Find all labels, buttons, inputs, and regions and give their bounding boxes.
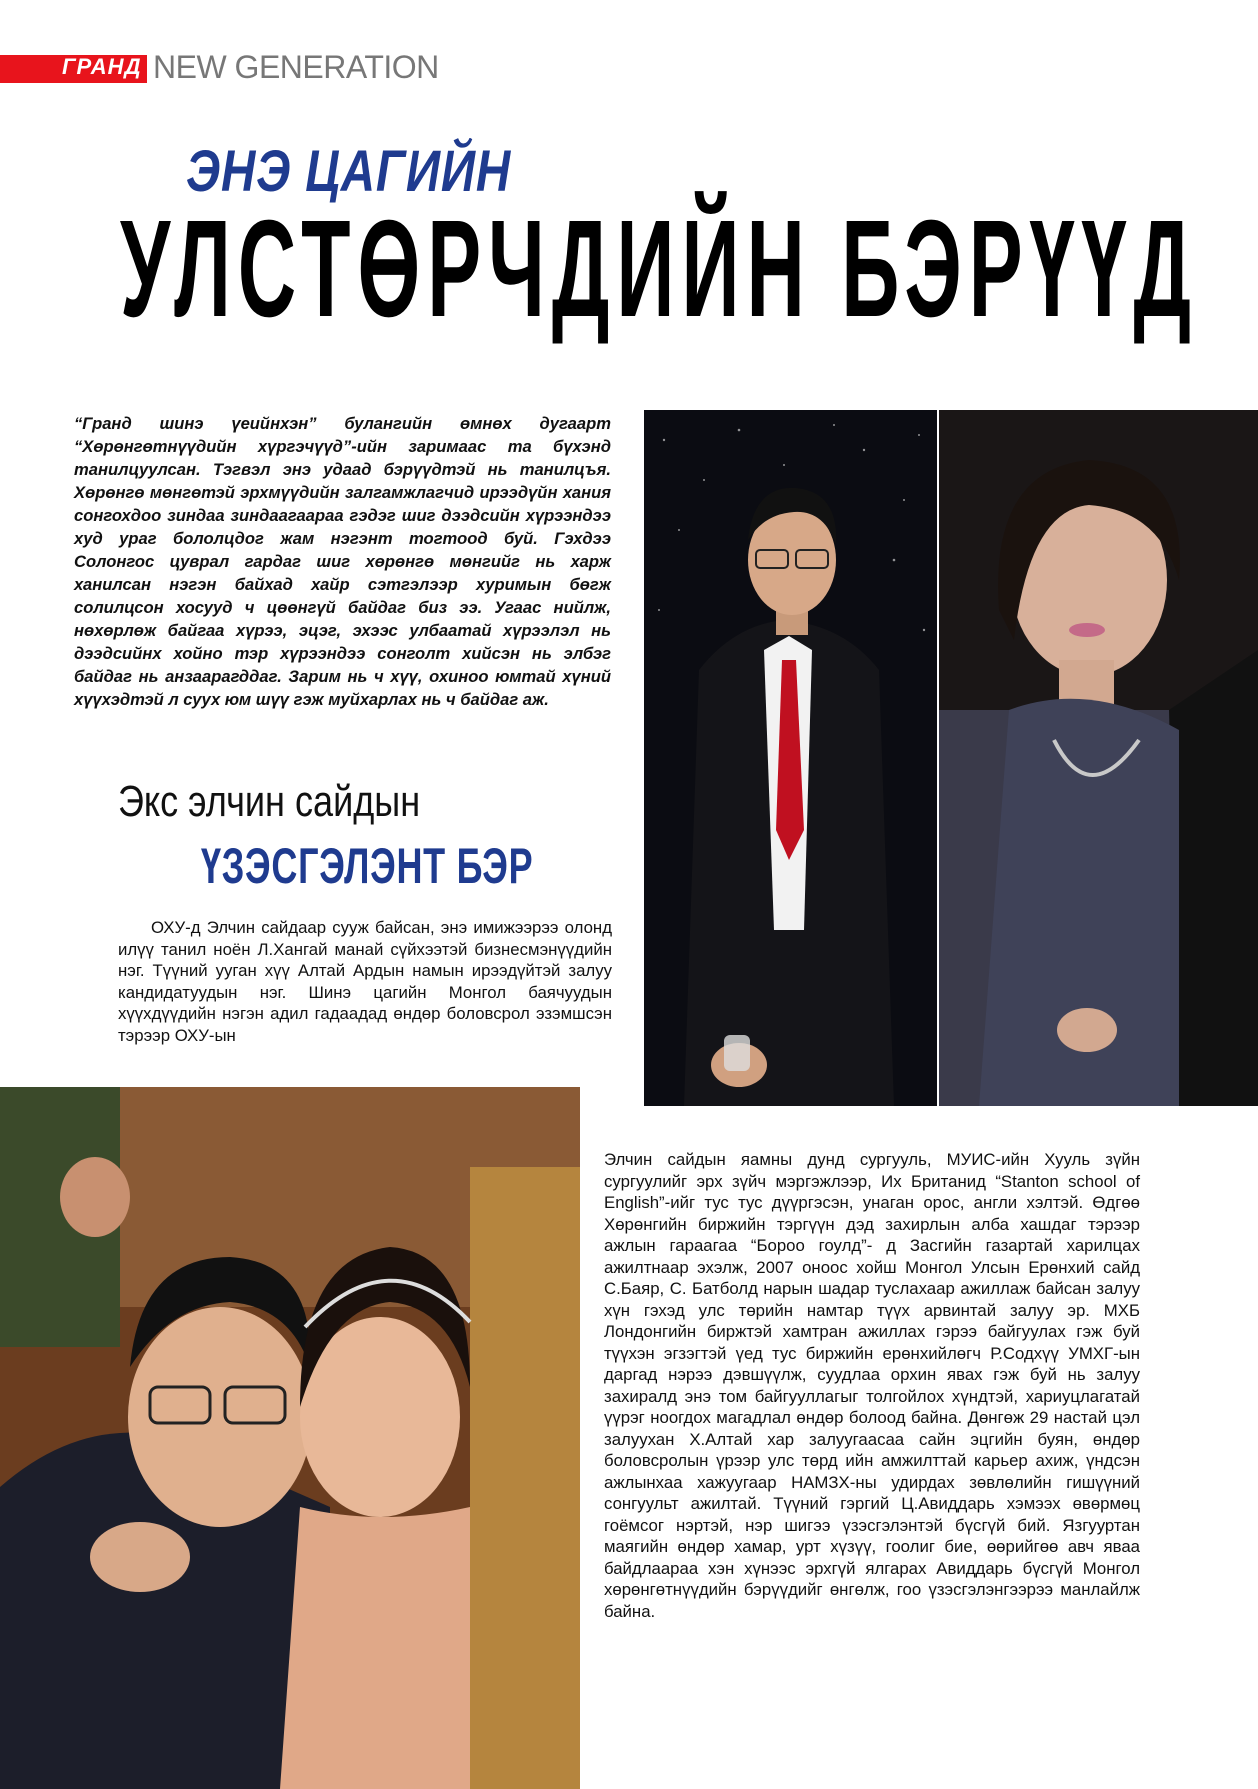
brand-label: ГРАНД (62, 54, 142, 79)
subtitle-line2: ҮЗЭСГЭЛЭНТ БЭР (201, 838, 534, 894)
photo-couple (0, 1087, 580, 1789)
headline-kicker: ЭНЭ ЦАГИЙН (186, 139, 512, 204)
body-paragraph-2: Элчин сайдын яамны дунд сургууль, МУИС-ийн Хууль зүйн сургуулийг эрх зүйч мэргэжлээр, Их Британид “Stanton school of English”-ийг тус тус дүүргэсэн, унаган орос, англи хэлтэй. Өдгөө Хөрөнгийн биржийн тэргүүн дэд захирлын алба хашдаг тэрээр ажлын гараагаа “Бороо гоулд”- д Засгийн газартай харилцах ажилтнаар эхэлж, 2007 оноос хойш Монгол Улсын Ерөнхий сайд С.Баяр, С. Батболд нарын шадар туслахаар ажиллаж байсан залуу хүн гэхэд улс төрийн намтар түүх арвинтай залуу эр. МХБ Лондонгийн биржтэй хамтран ажиллах гэрээ байгуулах гэж буй түүхэн эгзэгтэй үед тус биржийн ерөнхийлөгч Р.Содхүү УМХГ-ын даргад нэрээ дэвшүүлж, суудлаа орхин явах гэж буй нь залуу захиралд энэ том байгууллагыг толгойлох хүндтэй, хариуцлагатай үүрэг ноогдох магадлал өндөр болоод байна. Дөнгөж 29 настай цэл залуухан Х.Алтай хар залуугаасаа сайн эцгийн буян, өндөр боловсролын үрээр улс төрд ийн амжилттай карьер ахиж, үндсэн ажлынхаа хажуугаар НАМЗХ-ны удирдах зөвлөлийн гишүүний сонгуульт ажилтай. Түүний гэргий Ц.Авиддарь хэмээх өвөрмөц гоёмсог нэртэй, нэр шигээ үзэсгэлэнтэй бүсгүй бий. Язгууртан маягийн өндөр хамар, урт хүзүү, гоолиг бие, өөрийгөө авч яваа байдлаараа хэн хүнээс эрхгүй ялгарах Авиддарь бүсгүй Монгол хөрөнгөтнүүдийн бэрүүдийг өнгөлж, гоо үзэсгэлэнгээрээ манлайлж байна. (604, 1150, 1140, 1621)
photo-woman (939, 410, 1258, 1106)
section-title: NEW GENERATION (153, 49, 439, 85)
subtitle-line1: Экс элчин сайдын (118, 777, 421, 826)
intro-paragraph: “Гранд шинэ үеийнхэн” булангийн өмнөх дугаарт “Хөрөнгөтнүүдийн хүргэчүүд”-ийн заримаас та бүхэнд танилцуулсан. Тэгвэл энэ удаад бэрүүдтэй нь танилцъя. Хөрөнгө мөнгөтэй эрхмүүдийн залгамжлагчид ирээдүйн хания сонгохдоо зиндаа зиндаагаараа гэдэг шиг дээдсийн хүрээндээ худ ураг бололцдог жам нэгэнт тогтоод буй. Гэхдээ Солонгос цуврал гардаг шиг хөрөнгө мөнгийг нь харж ханилсан нэгэн байхад хайр сэтгэлээр хуримын бөгж солилцсон хосууд ч цөөнгүй байдаг биз ээ. Угаас нийлж, нөхөрлөж байгаа хүрээ, эцэг, эхээс улбаатай хүрээлэл нь дээдсийнх хойно тэр хүрээндээ сонголт хийсэн нь элбэг байдаг нь анзаарагддаг. Зарим нь ч хүү, охиноо юмтай хүний хүүхэдтэй л суух юм шүү гэж муйхарлах нь ч байдаг аж. (74, 414, 611, 709)
headline: УЛСТӨРЧДИЙН БЭРҮҮД (120, 192, 1199, 346)
body-paragraph-1: ОХУ-д Элчин сайдаар сууж байсан, энэ имижээрээ олонд илүү танил ноён Л.Хангай манай сүйхээтэй бизнесмэнүүдийн нэг. Түүний ууган хүү Алтай Ардын намын ирээдүйтэй залуу кандидатуудын нэг. Шинэ цагийн Монгол баячуудын хүүхдүүдийн нэгэн адил гадаадад өндөр боловсрол эзэмшсэн тэрээр ОХУ-ын (118, 918, 612, 1045)
photo-man-in-suit (644, 410, 937, 1106)
